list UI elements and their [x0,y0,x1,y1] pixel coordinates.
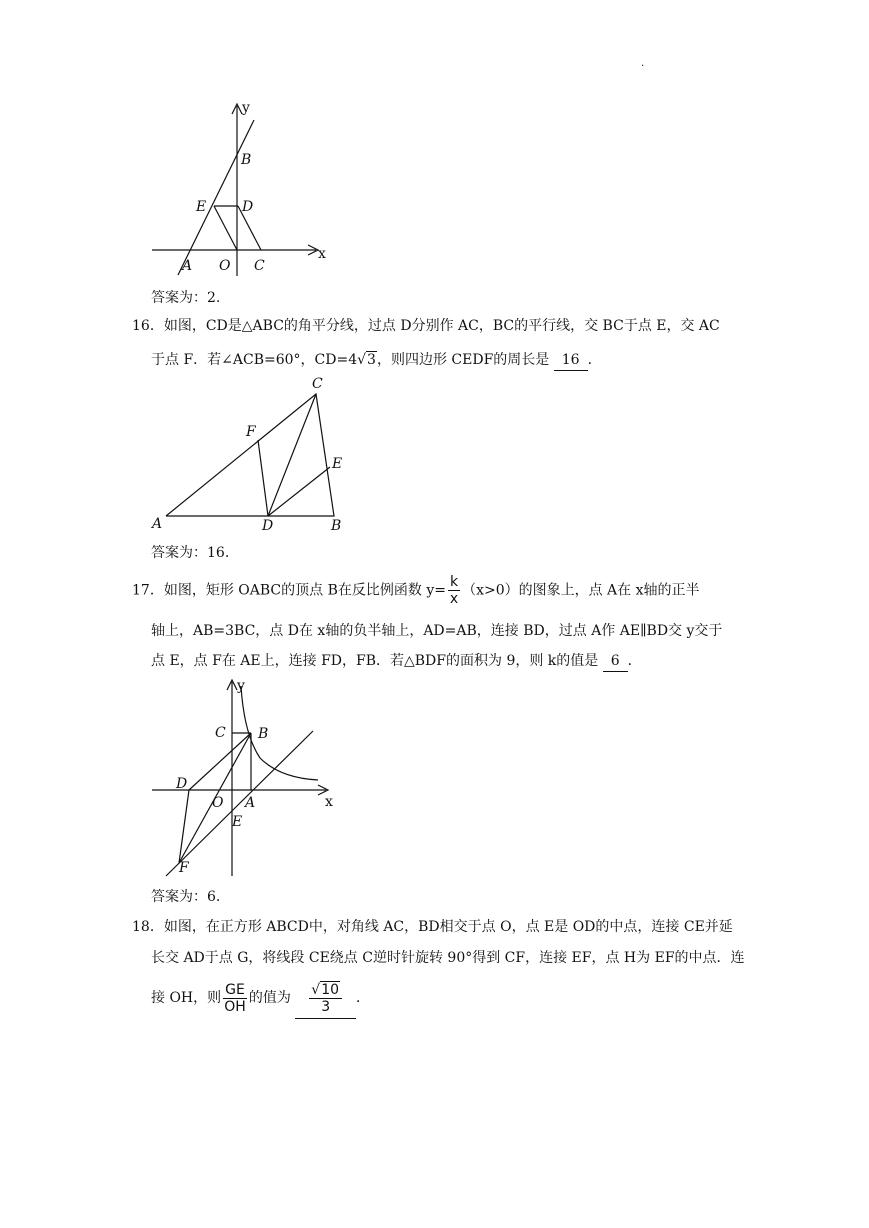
q18-answer-blank [295,978,356,1019]
figure-q17 [148,676,348,878]
figure-q16 [148,372,358,534]
figure-q15 [148,98,338,278]
label-F: F [246,424,256,440]
label-O: O [219,258,231,274]
label-F: F [179,860,189,876]
page-mark: . [641,58,645,69]
q17-line3: 点 E，点 F在 AE上，连接 FD，FB．若△BDF的面积为 9，则 k的值是 6 ． [151,651,642,672]
segment-db [189,733,251,790]
q17-text-line1-post: （x>0）的图象上，点 A在 x轴的正半 [462,582,700,599]
q17-answer-blank: 6 [603,651,628,672]
q17-text-line3-pre: 点 E，点 F在 AE上，连接 FD，FB．若△BDF的面积为 9，则 k的值是 [151,653,599,669]
q18-text-line1: 如图，在正方形 ABCD中，对角线 AC，BD相交于点 O，点 E是 OD的中点，连接 CE并延 [163,919,733,935]
label-O: O [212,795,224,811]
q16-answer-blank: 16 [554,350,588,371]
label-C: C [254,258,265,274]
q17-fraction: $\frac{k}{x}$ [449,574,459,607]
label-C: C [215,725,226,741]
q16-number: 16． [132,318,164,334]
q16-line1 [132,316,720,336]
answer-16: 答案为：16. [151,545,230,561]
label-C: C [312,376,323,392]
label-y: y [242,100,250,116]
q17-line2: 轴上，AB=3BC，点 D在 x轴的负半轴上，AD=AB，连接 BD，过点 A作 AE∥BD交 y交于 [151,623,723,639]
q17-line1 [132,574,700,606]
q18-line2: 长交 AD于点 G，将线段 CE绕点 C逆时针旋转 90°得到 CF，连接 EF，点 H为 EF的中点．连 [151,950,745,966]
q18-line1 [132,917,733,937]
q17-text-line1-pre: 如图，矩形 OABC的顶点 B在反比例函数 y= [163,582,446,599]
answer-17: 答案为：6. [151,889,221,905]
label-D: D [262,518,274,534]
label-x: x [325,794,333,810]
q18-ratio-fraction: $\frac{GE}{OH}$ [224,981,246,1015]
label-A: A [245,795,256,811]
label-x: x [318,246,326,262]
q18-text-line3-mid: 的值为 [248,990,291,1006]
label-E: E [232,814,243,830]
label-E: E [332,456,343,472]
q18-line3: 接 OH，则 $\frac{GE}{OH}$ 的值为 $\frac{√10}{3}$ ． [151,978,370,1018]
segment-eo [214,206,237,250]
q17-number: 17． [132,582,164,599]
q16-sqrt: 3 [367,352,376,368]
label-E: E [196,199,207,215]
label-A: A [152,516,163,532]
segment-df [179,790,189,863]
q18-text-line3-pre: 接 OH，则 [151,990,222,1006]
hyperbola [241,686,318,780]
label-D: D [176,776,188,792]
line-ab [178,120,254,275]
q18-number: 18． [132,919,164,935]
label-y: y [237,678,245,694]
segment-fd [258,440,268,516]
q16-text-line1: 如图，CD是△ABC的角平分线，过点 D分别作 AC，BC的平行线，交 BC于点 E，交 AC [163,318,720,334]
q16-text-line2-post: ，则四边形 CEDF的周长是 [376,352,550,368]
label-B: B [258,726,269,742]
label-B: B [241,152,252,168]
q18-answer-fraction: $\frac{√10}{3}$ [309,982,342,1015]
q16-text-line2-pre: 于点 F．若∠ACB=60°，CD=4 [151,352,358,368]
label-A: A [182,258,193,274]
q16-line2: 于点 F．若∠ACB=60°，CD=4√3，则四边形 CEDF的周长是 16 ． [151,350,602,371]
label-D: D [242,199,254,215]
answer-15: 答案为：2. [151,290,221,306]
label-B: B [331,518,342,534]
